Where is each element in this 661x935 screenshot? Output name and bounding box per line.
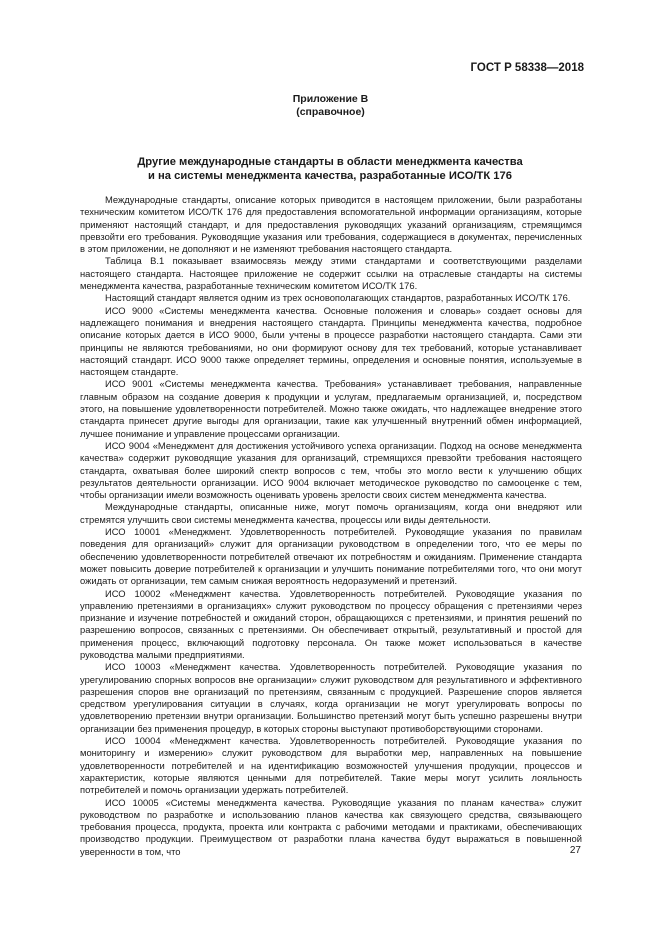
paragraph: ИСО 10005 «Системы менеджмента качества. Руководящие указания по планам качества» служит руководством по разработке и использованию планов качества как связующего средства, связывающего требования процесса, продукта, проекта или контракта с рабочими методами и практиками, обеспечивающих производство продукции. Преимуществом от разработки плана качества будут выражаться в повышенной уверенности в том, что — [80, 796, 582, 857]
paragraph: ИСО 9004 «Менеджмент для достижения устойчивого успеха организации. Подход на основе менеджмента качества» содержит руководящие указания для организаций, стремящихся превзойти требования настоящего стандарта, охватывая более широкий спектр вопросов с тем, чтобы это могло вести к улучшению общих результатов деятельности организации. ИСО 9004 включает методическое руководство по самооценке с тем, чтобы организации имели возможность оценивать уровень зрелости своих систем менеджмента качества. — [80, 439, 582, 501]
heading-line-2: и на системы менеджмента качества, разработанные ИСО/ТК 176 — [148, 170, 512, 182]
paragraph: ИСО 10003 «Менеджмент качества. Удовлетворенность потребителей. Руководящие указания по урегулированию спорных вопросов вне организации» служит руководством для результативного и эффективного разрешения споров вне организаций по претензиям, связанным с продукцией. Разрешение споров является средством урегулирования ситуации в случаях, когда организации не могут урегулировать вопросы по удовлетворению претензии внутри организации. Большинство претензий могут быть успешно разрешены внутри организации без применения процедур, в которых стороны выступают противоборствующими сторонами. — [80, 661, 582, 734]
paragraph: ИСО 10004 «Менеджмент качества. Удовлетворенность потребителей. Руководящие указания по мониторингу и измерению» служит руководством для выработки мер, направленных на повышение удовлетворенности потребителей и на идентификацию возможностей улучшения продукции, процессов и характеристик, которые являются ценными для потребителей. Такие меры могут усилить лояльность потребителей и помочь организации удержать потребителей. — [80, 735, 582, 796]
paragraph: Настоящий стандарт является одним из трех основополагающих стандартов, разработанных ИСО/ТК 176. — [105, 292, 571, 304]
paragraph: Таблица В.1 показывает взаимосвязь между этими стандартами и соответствующими разделами настоящего стандарта. Настоящее приложение не содержит ссылки на отраслевые стандарты на системы менеджмента качества, разработанные техническим комитетом ИСО/ТК 176. — [80, 255, 582, 292]
paragraph: ИСО 10001 «Менеджмент. Удовлетворенность потребителей. Руководящие указания по правилам поведения для организаций» служит для организации руководством в определении того, что ее меры по обеспечению удовлетворенности потребителей отвечают их потребностям и ожиданиям. Применение стандарта может повысить доверие потребителей к организации и улучшить понимание потребителями того, что они могут ожидать от организации, тем самым снижая вероятность недоразумений и претензий. — [80, 526, 582, 587]
paragraph: Международные стандарты, описание которых приводится в настоящем приложении, были разработаны техническим комитетом ИСО/ТК 176 для предоставления вспомогательной информации организациям, которые применяют настоящий стандарт, и для предоставления руководящих указаний организациям, стремящимся превзойти его требования. Руководящие указания или требования, содержащиеся в документах, перечисленных в этом приложении, не дополняют и не изменяют требования настоящего стандарта. — [80, 194, 582, 255]
paragraph: ИСО 9001 «Системы менеджмента качества. Требования» устанавливает требования, направленные главным образом на создание доверия к продукции и услугам, предлагаемым организацией, и, посредством этого, на повышение удовлетворенности потребителей. Можно также ожидать, что надлежащее внедрение этого стандарта принесет другие выгоды для организации, такие как улучшенный внутренний обмен информацией, лучшее понимание и управление процессами организации. — [80, 378, 582, 439]
document-code: ГОСТ Р 58338—2018 — [470, 62, 584, 74]
appendix-subtitle: (справочное) — [296, 106, 365, 118]
heading-line-1: Другие международные стандарты в области менеджмента качества — [137, 156, 523, 168]
appendix-label — [0, 93, 661, 119]
body-text — [80, 194, 582, 858]
paragraph: ИСО 10002 «Менеджмент качества. Удовлетворенность потребителей. Руководящие указания по управлению претензиями в организациях» служит руководством по процессу обращения с претензиями через признание и изучение потребностей и ожиданий сторон, обращающихся с претензиями, и принятия решений по разрешению вопросов, связанных с претензиями. Он обеспечивает открытый, результативный и простой для применения процесс, включающий подготовку персонала. Он также может использоваться в качестве руководства малыми предприятиями. — [80, 587, 582, 660]
page-number: 27 — [569, 845, 581, 856]
appendix-title: Приложение В — [292, 93, 369, 105]
section-heading — [80, 155, 580, 183]
paragraph: Международные стандарты, описанные ниже, могут помочь организациям, когда они внедряют или стремятся улучшить свои системы менеджмента качества, процессы или виды деятельности. — [80, 501, 582, 525]
paragraph: ИСО 9000 «Системы менеджмента качества. Основные положения и словарь» создает основы для надлежащего понимания и внедрения настоящего стандарта. Принципы менеджмента качества, подробное описание которых дается в ИСО 9000, были учтены в процессе разработки настоящего стандарта. Сами эти принципы не являются требованиями, но они формируют основу для тех требований, которые устанавливает настоящий стандарт. ИСО 9000 также определяет термины, определения и основные понятия, используемые в настоящем стандарте. — [80, 304, 582, 378]
